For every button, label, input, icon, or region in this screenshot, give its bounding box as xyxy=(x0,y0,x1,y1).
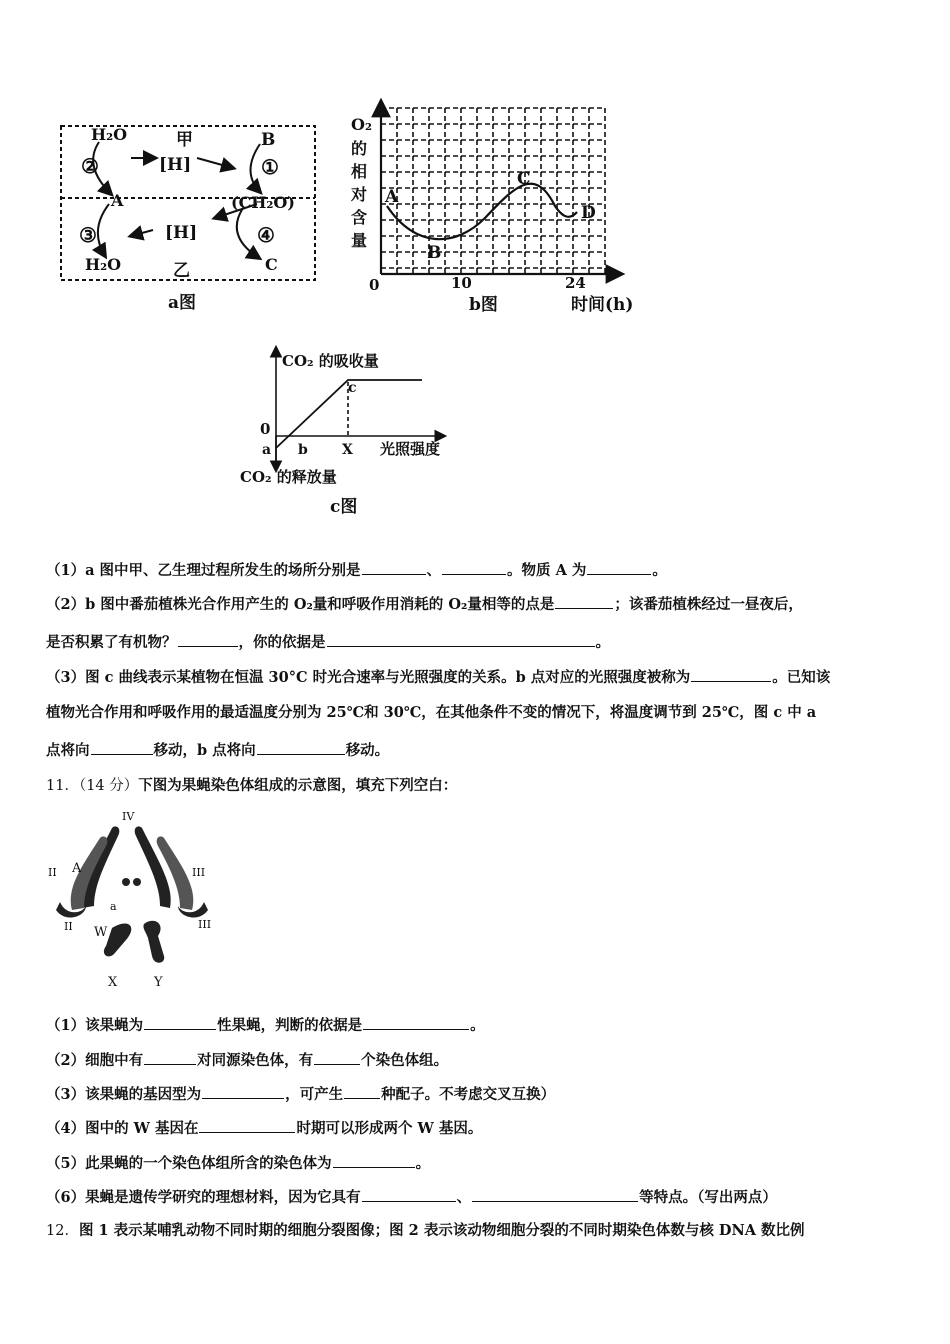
chrom-label-iv: IV xyxy=(122,810,135,823)
fig-c-caption: c图 xyxy=(330,497,358,517)
q10-line-1: （1）a 图中甲、乙生理过程所发生的场所分别是 、 。物质 A 为 。 xyxy=(46,562,667,579)
fig-b-point-d: D xyxy=(581,203,596,223)
chrom-label-iii-right: III xyxy=(192,866,206,879)
fig-a-num3: ③ xyxy=(79,223,97,247)
fig-c-label-c: c xyxy=(348,380,357,396)
fig-b-ylabel-5: 量 xyxy=(351,231,368,250)
fig-a-b: B xyxy=(261,130,276,150)
fig-c-label-b: b xyxy=(298,442,308,458)
fig-b-point-a: A xyxy=(385,187,399,207)
q11-s4: （4）图中的 W 基因在 时期可以形成两个 W 基因。 xyxy=(46,1120,483,1137)
fig-c-xlabel: 光照强度 xyxy=(380,440,441,458)
chrom-label-x: X xyxy=(108,975,118,990)
fig-a-h2o-bottom: H₂O xyxy=(85,255,122,274)
figure-a xyxy=(55,118,330,318)
chrom-label-a-upper: A xyxy=(72,861,82,876)
fig-a-num4: ④ xyxy=(257,223,275,247)
fig-a-yi: 乙 xyxy=(173,261,190,281)
fig-a-jia: 甲 xyxy=(176,130,193,150)
fig-b-point-c: C xyxy=(517,169,531,189)
fig-c-label-x: X xyxy=(342,442,353,458)
figure-c xyxy=(238,340,478,520)
fig-a-caption: a图 xyxy=(168,293,197,313)
chrom-label-ii-left: II xyxy=(48,866,57,879)
fig-a-num2: ② xyxy=(81,154,99,178)
chrom-label-iii-right2: III xyxy=(198,918,212,931)
fig-c-zero: 0 xyxy=(260,420,271,438)
fig-c-ylabel-bottom: CO₂ 的释放量 xyxy=(240,468,337,486)
fig-b-ylabel-4: 含 xyxy=(351,208,368,227)
chrom-label-w: W xyxy=(94,925,108,940)
fig-c-ylabel-top: CO₂ 的吸收量 xyxy=(282,352,379,370)
fig-b-caption: b图 xyxy=(469,295,498,315)
fig-a-num1: ① xyxy=(261,155,279,179)
figure-chromosomes xyxy=(42,806,232,996)
q11-s2: （2）细胞中有 对同源染色体，有 个染色体组。 xyxy=(46,1052,449,1069)
fig-b-point-b: B xyxy=(427,243,442,263)
figure-b xyxy=(345,98,655,318)
q12-stem: 12．图 1 表示某哺乳动物不同时期的细胞分裂图像；图 2 表示该动物细胞分裂的不同时期染色体数与核 DNA 数比例 xyxy=(46,1222,805,1239)
chrom-label-ii-left2: II xyxy=(64,920,73,933)
q11-s3: （3）该果蝇的基因型为 ，可产生 种配子。不考虑交叉互换） xyxy=(46,1086,556,1103)
q10-line-4: （3）图 c 曲线表示某植物在恒温 30°C 时光合速率与光照强度的关系。b 点对应的光照强度被称为 。已知该 xyxy=(46,669,831,686)
fig-c-label-a: a xyxy=(262,442,272,458)
q10-line-6: 点将向 移动，b 点将向 移动。 xyxy=(46,742,390,759)
q11-stem: 11．（14 分）下图为果蝇染色体组成的示意图，填充下列空白： xyxy=(46,777,458,794)
fig-b-tick-10: 10 xyxy=(451,274,472,292)
q10-line-3: 是否积累了有机物？ ，你的依据是 。 xyxy=(46,634,610,651)
fig-b-xlabel: 时间(h) xyxy=(571,295,634,315)
fig-a-h-bottom: [H] xyxy=(165,223,198,243)
q11-s5: （5）此果蝇的一个染色体组所含的染色体为 。 xyxy=(46,1155,431,1172)
fig-b-ylabel-1: 的 xyxy=(351,139,368,158)
fig-b-ylabel-3: 对 xyxy=(351,185,368,204)
q10-line-2: （2）b 图中番茄植株光合作用产生的 O₂量和呼吸作用消耗的 O₂量相等的点是 ；该番茄植株经过一昼夜后， xyxy=(46,596,803,613)
fig-a-h-top: [H] xyxy=(159,155,192,175)
chrom-label-a-lower: a xyxy=(110,900,117,913)
q11-s6: （6）果蝇是遗传学研究的理想材料，因为它具有 、 等特点。（写出两点） xyxy=(46,1189,777,1206)
fig-a-h2o-top: H₂O xyxy=(91,125,128,144)
fig-b-tick-0: 0 xyxy=(369,276,380,294)
q10-line-5: 植物光合作用和呼吸作用的最适温度分别为 25℃和 30℃，在其他条件不变的情况下，将温度调节到 25℃，图 c 中 a xyxy=(46,704,817,721)
fig-a-a: A xyxy=(111,191,124,210)
fig-a-c: C xyxy=(265,255,278,274)
chrom-label-y: Y xyxy=(154,975,163,990)
fig-b-ylabel-2: 相 xyxy=(351,162,368,181)
q11-s1: （1）该果蝇为 性果蝇，判断的依据是 。 xyxy=(46,1017,485,1034)
fig-b-ylabel-0: O₂ xyxy=(351,115,372,134)
fig-b-tick-24: 24 xyxy=(565,274,586,292)
fig-a-ch2o: (CH₂O) xyxy=(231,193,295,212)
